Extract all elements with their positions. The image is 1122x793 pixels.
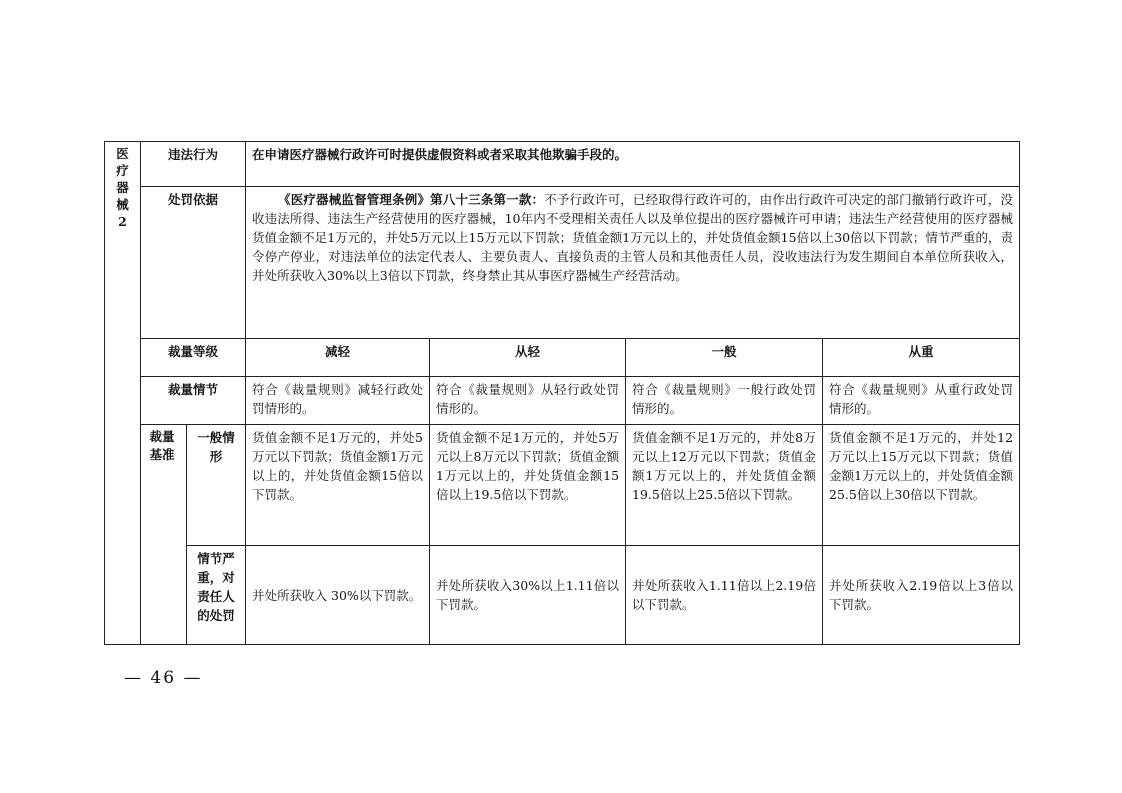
general-standard-cell: 货值金额不足1万元的，并处8万元以上12万元以下罚款；货值金额1万元以上的，并处货值金额19.5倍以上25.5倍以下罚款。 xyxy=(626,425,823,546)
standards-label-cell xyxy=(141,425,187,645)
circumstances-label: 裁量情节 xyxy=(141,377,246,425)
penalty-table xyxy=(104,141,1020,645)
circumstance-cell: 符合《裁量规则》减轻行政处罚情形的。 xyxy=(246,377,430,425)
basis-label: 处罚依据 xyxy=(141,187,246,339)
basis-text: 不予行政许可，已经取得行政许可的，由作出行政许可决定的部门撤销行政许可，没收违法所得、违法生产经营使用的医疗器械，10年内不受理相关责任人以及单位提出的医疗器械许可申请；违法生产经营使用的医疗器械货值金额不足1万元的，并处5万元以上15万元以下罚款；货值金额1万元以上的，并处货值金额15倍以上30倍以下罚款；情节严重的，责令停产停业，对违法单位的法定代表人、主要负责人、直接负责的主管人员和其他责任人员，没收违法行为发生期间自本单位所获收入，并处所获收入30%以上3倍以下罚款，终身禁止其从事医疗器械生产经营活动。 xyxy=(252,192,1014,283)
level-header: 一般 xyxy=(626,339,823,377)
general-standard-row xyxy=(105,425,1020,546)
serious-standard-cell: 并处所获收入1.11倍以上2.19倍以下罚款。 xyxy=(626,546,823,645)
levels-row xyxy=(105,339,1020,377)
serious-label: 情节严重，对责任人的处罚 xyxy=(187,546,246,645)
general-label: 一般情形 xyxy=(187,425,246,546)
levels-label: 裁量等级 xyxy=(141,339,246,377)
level-header: 从轻 xyxy=(430,339,626,377)
level-header: 从重 xyxy=(823,339,1020,377)
basis-law-title: 《医疗器械监督管理条例》第八十三条第一款： xyxy=(278,192,545,207)
basis-row xyxy=(105,187,1020,339)
general-standard-cell: 货值金额不足1万元的，并处5万元以下罚款；货值金额1万元以上的，并处货值金额15倍以下罚款。 xyxy=(246,425,430,546)
general-standard-cell: 货值金额不足1万元的，并处12万元以上15万元以下罚款；货值金额1万元以上的，并处货值金额25.5倍以上30倍以下罚款。 xyxy=(823,425,1020,546)
page-number: — 46 — xyxy=(124,668,203,688)
serious-standard-row xyxy=(105,546,1020,645)
circumstance-cell: 符合《裁量规则》从轻行政处罚情形的。 xyxy=(430,377,626,425)
circumstance-cell: 符合《裁量规则》从重行政处罚情形的。 xyxy=(823,377,1020,425)
basis-cell xyxy=(246,187,1020,339)
violation-text: 在申请医疗器械行政许可时提供虚假资料或者采取其他欺骗手段的。 xyxy=(246,142,1020,187)
serious-standard-cell: 并处所获收入 30%以下罚款。 xyxy=(246,546,430,645)
serious-standard-cell: 并处所获收入2.19倍以上3倍以下罚款。 xyxy=(823,546,1020,645)
serious-standard-cell: 并处所获收入30%以上1.11倍以下罚款。 xyxy=(430,546,626,645)
side-label: 医疗器械2 xyxy=(116,146,129,229)
violation-row xyxy=(105,142,1020,187)
standards-label: 裁量基准 xyxy=(149,429,175,462)
level-header: 减轻 xyxy=(246,339,430,377)
general-standard-cell: 货值金额不足1万元的，并处5万元以上8万元以下罚款；货值金额1万元以上的，并处货值金额15倍以上19.5倍以下罚款。 xyxy=(430,425,626,546)
circumstances-row xyxy=(105,377,1020,425)
circumstance-cell: 符合《裁量规则》一般行政处罚情形的。 xyxy=(626,377,823,425)
violation-label: 违法行为 xyxy=(141,142,246,187)
side-label-cell xyxy=(105,142,141,645)
